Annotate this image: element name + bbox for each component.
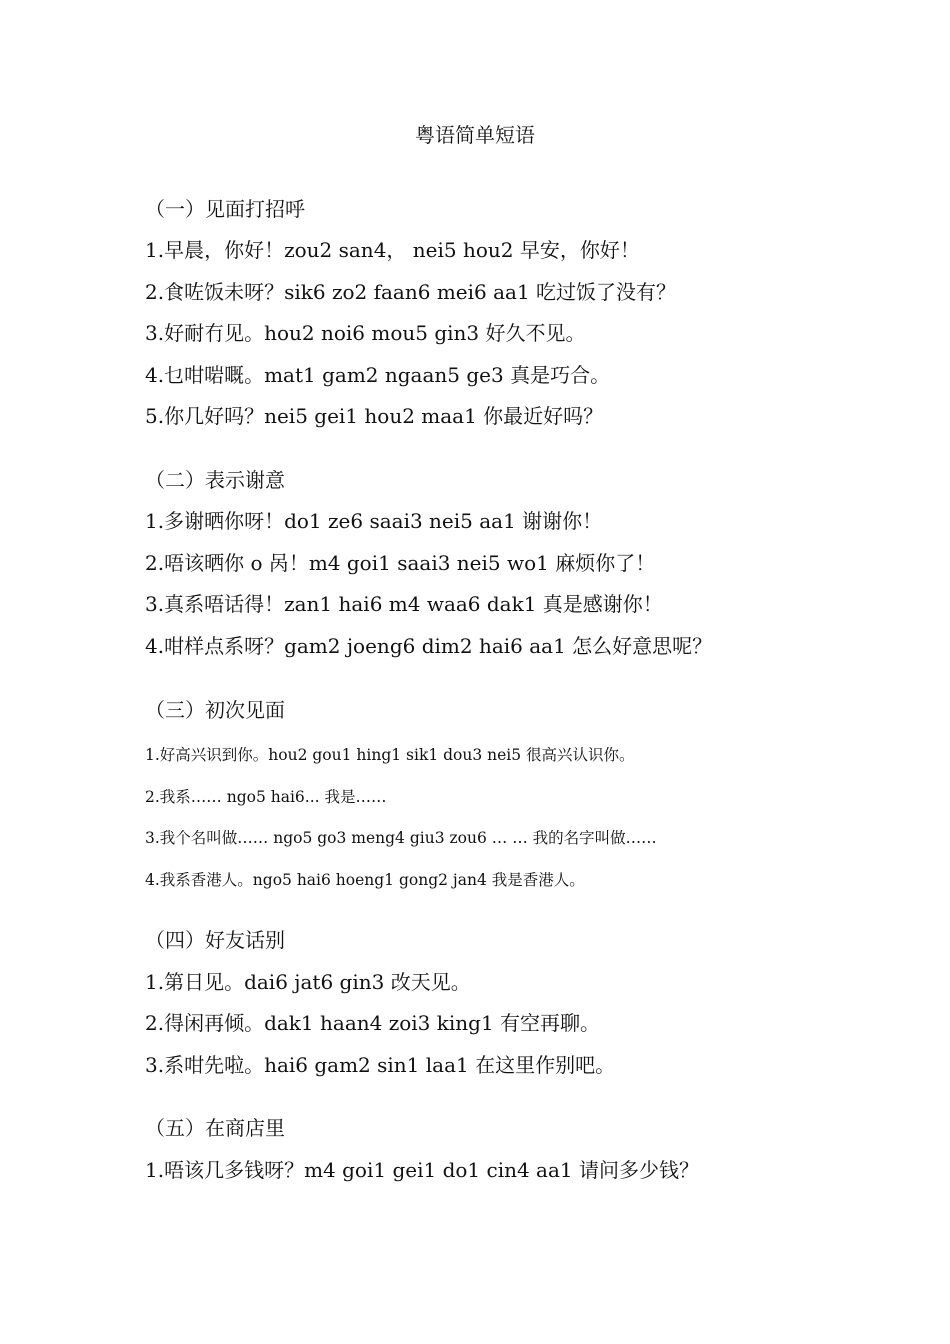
phrase-line: 1.多谢晒你呀！do1 ze6 saai3 nei5 aa1 谢谢你！ — [145, 509, 603, 533]
section-heading-shop: （五）在商店里 — [145, 1116, 285, 1140]
phrase-line: 3.好耐冇见。hou2 noi6 mou5 gin3 好久不见。 — [145, 321, 586, 345]
phrase-line: 4.我系香港人。ngo5 hai6 hoeng1 gong2 jan4 我是香港人。 — [145, 871, 585, 889]
phrase-line: 1.第日见。dai6 jat6 gin3 改天见。 — [145, 970, 471, 994]
phrase-line: 3.我个名叫做…… ngo5 go3 meng4 giu3 zou6 … … 我的名字叫做…… — [145, 829, 657, 847]
phrase-line: 2.食咗饭未呀？sik6 zo2 faan6 mei6 aa1 吃过饭了没有？ — [145, 280, 677, 304]
phrase-line: 1.好高兴识到你。hou2 gou1 hing1 sik1 dou3 nei5 很高兴认识你。 — [145, 746, 635, 764]
document-title: 粤语简单短语 — [415, 123, 535, 147]
phrase-line: 5.你几好吗？nei5 gei1 hou2 maa1 你最近好吗？ — [145, 404, 604, 428]
phrase-line: 4.乜咁啱嘅。mat1 gam2 ngaan5 ge3 真是巧合。 — [145, 363, 611, 387]
phrase-line: 1.早晨，你好！zou2 san4， nei5 hou2 早安，你好！ — [145, 238, 640, 262]
phrase-line: 2.唔该晒你 o 呙！m4 goi1 saai3 nei5 wo1 麻烦你了！ — [145, 551, 656, 575]
phrase-line: 3.真系唔话得！zan1 hai6 m4 waa6 dak1 真是感谢你！ — [145, 592, 663, 616]
phrase-line: 2.我系…… ngo5 hai6... 我是…… — [145, 788, 387, 806]
phrase-line: 4.咁样点系呀？gam2 joeng6 dim2 hai6 aa1 怎么好意思呢？ — [145, 634, 713, 658]
section-heading-thanks: （二）表示谢意 — [145, 468, 285, 492]
section-heading-greetings: （一）见面打招呼 — [145, 197, 305, 221]
section-heading-first-meeting: （三）初次见面 — [145, 698, 285, 722]
phrase-line: 1.唔该几多钱呀？m4 goi1 gei1 do1 cin4 aa1 请问多少钱？ — [145, 1158, 699, 1182]
section-heading-farewell: （四）好友话别 — [145, 928, 285, 952]
phrase-line: 3.系咁先啦。hai6 gam2 sin1 laa1 在这里作别吧。 — [145, 1053, 616, 1077]
phrase-line: 2.得闲再倾。dak1 haan4 zoi3 king1 有空再聊。 — [145, 1011, 601, 1035]
